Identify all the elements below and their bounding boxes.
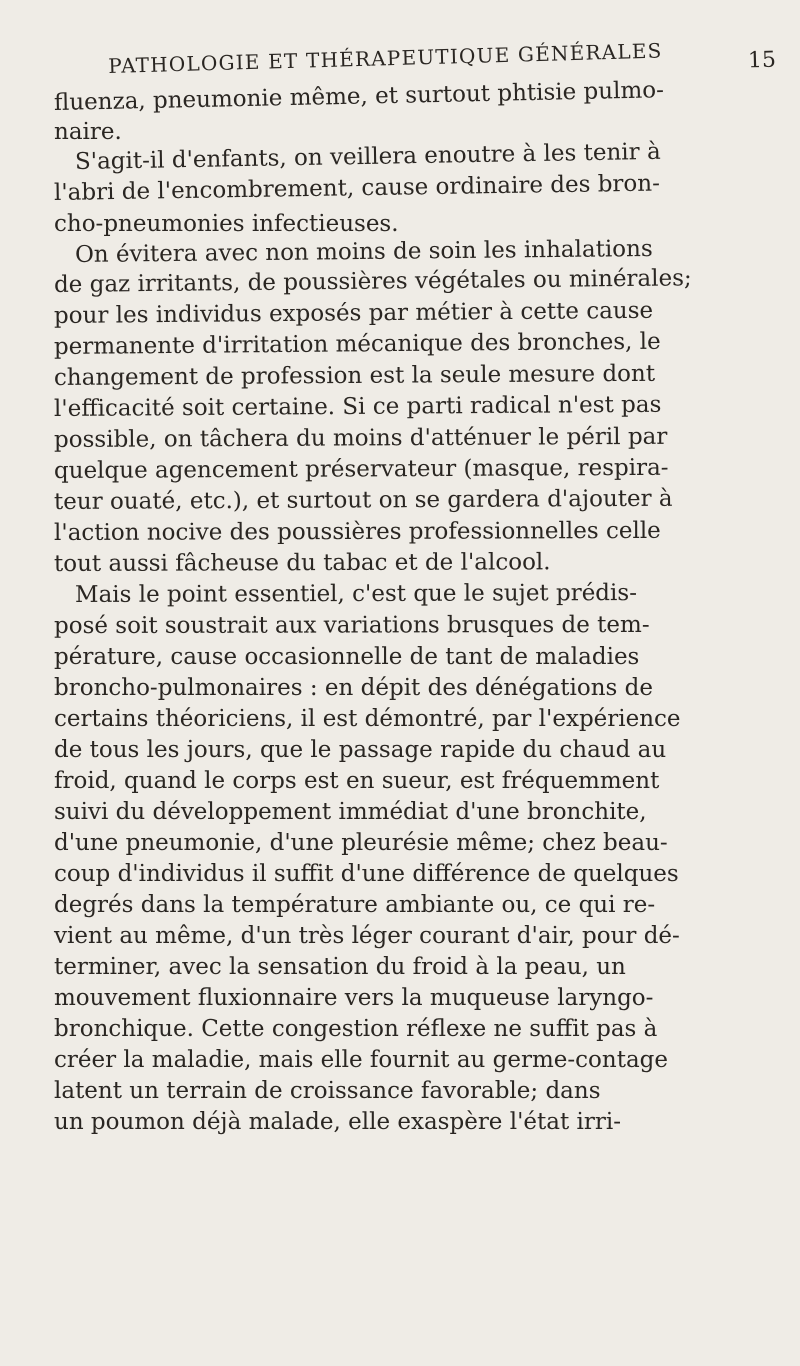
text-line: froid, quand le corps est en sueur, est fréquemment — [54, 768, 660, 794]
text-line: vient au même, d'un très léger courant d'air, pour dé- — [54, 923, 680, 949]
text-line: S'agit-il d'enfants, on veillera enoutre à les tenir à — [74, 138, 661, 175]
text-line: un poumon déjà malade, elle exaspère l'état irri- — [54, 1109, 622, 1135]
text-line: l'abri de l'encombrement, cause ordinaire des bron- — [53, 170, 661, 206]
text-line: créer la maladie, mais elle fournit au germe-contage — [54, 1047, 669, 1073]
text-line: tout aussi fâcheuse du tabac et de l'alcool. — [53, 549, 551, 577]
text-line: changement de profession est la seule mesure dont — [53, 360, 656, 391]
text-line: d'une pneumonie, d'une pleurésie même; chez beau- — [54, 830, 668, 856]
text-line: fluenza, pneumonie même, et surtout phtisie pulmo- — [53, 77, 665, 116]
text-line: pour les individus exposés par métier à cette cause — [53, 297, 654, 329]
text-line: Mais le point essentiel, c'est que le sujet prédis- — [74, 580, 637, 608]
text-line: quelque agencement préservateur (masque, respira- — [53, 454, 669, 484]
text-line: suivi du développement immédiat d'une bronchite, — [54, 799, 647, 825]
text-line: l'action nocive des poussières professionnelles celle — [53, 517, 661, 546]
text-line: de gaz irritants, de poussières végétales ou minérales; — [53, 265, 692, 298]
text-line: mouvement fluxionnaire vers la muqueuse laryngo- — [54, 985, 654, 1011]
text-line: posé soit soustrait aux variations brusques de tem- — [53, 611, 650, 639]
text-line: teur ouaté, etc.), et surtout on se gardera d'ajouter à — [53, 485, 673, 515]
text-line: terminer, avec la sensation du froid à la peau, un — [54, 954, 626, 980]
page-number: 15 — [747, 47, 777, 74]
running-head: PATHOLOGIE ET THÉRAPEUTIQUE GÉNÉRALES — [108, 38, 663, 78]
text-line: coup d'individus il suffit d'une différence de quelques — [54, 861, 679, 887]
text-line: naire. — [54, 119, 122, 145]
text-line: On évitera avec non moins de soin les inhalations — [74, 235, 653, 268]
text-line: certains théoriciens, il est démontré, par l'expérience — [54, 706, 681, 732]
text-line: broncho-pulmonaires : en dépit des dénégations de — [54, 675, 653, 701]
text-line: latent un terrain de croissance favorable; dans — [54, 1078, 601, 1104]
text-line: cho-pneumonies infectieuses. — [54, 211, 399, 237]
text-line: possible, on tâchera du moins d'atténuer le péril par — [53, 423, 668, 453]
text-line: l'efficacité soit certaine. Si ce parti radical n'est pas — [53, 391, 662, 422]
text-line: pérature, cause occasionnelle de tant de maladies — [54, 644, 640, 670]
text-line: bronchique. Cette congestion réflexe ne suffit pas à — [54, 1016, 658, 1042]
text-line: degrés dans la température ambiante ou, ce qui re- — [54, 892, 656, 918]
text-line: permanente d'irritation mécanique des bronches, le — [53, 328, 661, 360]
text-line: de tous les jours, que le passage rapide du chaud au — [54, 737, 667, 763]
